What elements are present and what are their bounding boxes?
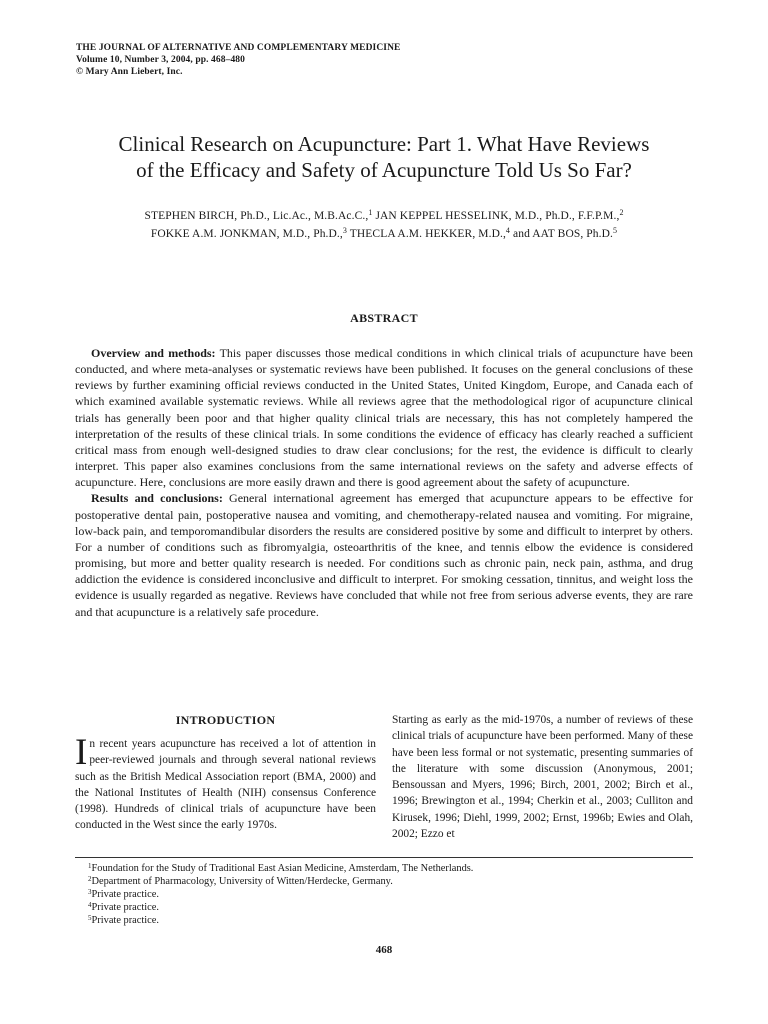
journal-name: THE JOURNAL OF ALTERNATIVE AND COMPLEMENTARY MEDICINE: [76, 43, 401, 53]
footnote: [88, 888, 688, 901]
journal-header: [76, 42, 636, 78]
footnote-mark: 1: [88, 862, 92, 870]
author-affiliation-mark: 1: [368, 208, 373, 217]
footnote-text: Foundation for the Study of Traditional East Asian Medicine, Amsterdam, The Netherlands.: [91, 863, 474, 874]
footnote: [88, 914, 688, 927]
abstract-body: [75, 345, 693, 620]
footnotes: [88, 862, 688, 927]
author-affiliation-mark: 3: [342, 226, 347, 235]
introduction-paragraph: [75, 732, 376, 834]
footnote: [88, 901, 688, 914]
abstract-overview-label: Overview and methods:: [91, 346, 216, 360]
author-name: STEPHEN BIRCH, Ph.D., Lic.Ac., M.B.Ac.C.,: [144, 210, 369, 222]
drop-cap: I: [75, 732, 88, 773]
introduction-heading: INTRODUCTION: [175, 713, 276, 727]
footnote-text: Private practice.: [91, 889, 160, 900]
page-number: 468: [375, 944, 393, 956]
author-name: FOKKE A.M. JONKMAN, M.D., Ph.D.,: [150, 228, 343, 240]
abstract-results-paragraph: [75, 490, 693, 619]
author-name: THECLA A.M. HEKKER, M.D.,: [349, 228, 506, 240]
paper-title-line-1: Clinical Research on Acupuncture: Part 1. What Have Reviews: [118, 132, 650, 156]
author-line-2: [60, 225, 708, 243]
paper-title-line-2: of the Efficacy and Safety of Acupuncture Told Us So Far?: [136, 158, 632, 182]
abstract-results-label: Results and conclusions:: [91, 491, 223, 506]
author-affiliation-mark: 2: [619, 208, 624, 217]
author-list: [60, 207, 708, 243]
abstract-heading: ABSTRACT: [350, 311, 418, 325]
footnote-mark: 2: [88, 875, 92, 883]
footnote: [88, 862, 688, 875]
left-column: [75, 710, 376, 832]
abstract-overview-text: This paper discusses those medical conditions in which clinical trials of acupuncture have been conducted, and where meta-analyses or systematic reviews have been published. It focuses on the general conclusions of these reviews by further examining official reviews conducted in the United States, United Kingdom, Europe, and Canada each of which examined available systematic reviews. While all reviews agree that the methodological rigor of acupuncture clinical trials has generally been poor and that higher quality clinical trials are necessary, this has not completely hampered the interpretation of the results of these clinical trials. In some conditions the evidence of efficacy has clearly reached a sufficient critical mass from enough well-designed studies to draw clear conclusions; for the rest, the evidence is difficult to clearly interpret. This paper also examines conclusions from the same international reviews on the safety and adverse effects of acupuncture. Here, conclusions are more easily drawn and there is good agreement about the safety of acupuncture.: [75, 346, 693, 490]
footnote: [88, 875, 688, 888]
journal-volume: Volume 10, Number 3, 2004, pp. 468–480: [76, 55, 246, 65]
journal-copyright: © Mary Ann Liebert, Inc.: [76, 67, 183, 77]
introduction-text-left: n recent years acupuncture has received a lot of attention in peer-reviewed journals and through several national reviews such as the British Medical Association report (BMA, 2000) and the National Institutes of Health (NIH) consensus Conference (1998). Hundreds of clinical trials of acupuncture have been conducted in the West since the early 1970s.: [75, 738, 376, 832]
introduction-text-right: Starting as early as the mid-1970s, a number of reviews of these clinical trials of acupuncture have been performed. Many of these have been less formal or not systematic, presenting summaries of the literature with some discussion (Anonymous, 2001; Bensoussan and Myers, 1996; Birch, 2001, 2002; Birch et al., 1996; Brewington et al., 1994; Cherkin et al., 2003; Culliton and Kirusek, 1996; Diehl, 1999, 2002; Ernst, 1996b; Ewies and Olah, 2002; Ezzo et: [392, 714, 693, 840]
footnote-text: Department of Pharmacology, University of Witten/Herdecke, Germany.: [91, 876, 393, 887]
footnote-divider: [75, 857, 693, 858]
footnote-text: Private practice.: [91, 915, 160, 926]
author-name: and AAT BOS, Ph.D.: [513, 228, 614, 240]
footnote-mark: 5: [88, 914, 92, 922]
footnote-text: Private practice.: [91, 902, 160, 913]
abstract-results-text: General international agreement has emerged that acupuncture appears to be effective for postoperative dental pain, postoperative nausea and vomiting, and chemotherapy-related nausea and vomiting. For migraine, low-back pain, and temporomandibular disorders the results are considered positive by some and difficult to interpret by others. For a number of conditions such as fibromyalgia, osteoarthritis of the knee, and tennis elbow the evidence is considered promising, but more and better quality research is needed. For conditions such as chronic pain, neck pain, asthma, and drug addiction the evidence is considered inconclusive and difficult to interpret. For smoking cessation, tinnitus, and weight loss the evidence is usually regarded as negative. Reviews have concluded that while not free from serious adverse events, they are rare and that acupuncture is a relatively safe procedure.: [75, 491, 693, 619]
abstract-overview-paragraph: [75, 345, 693, 490]
author-line-1: [60, 207, 708, 225]
author-name: JAN KEPPEL HESSELINK, M.D., Ph.D., F.F.P.M.,: [375, 210, 620, 222]
author-affiliation-mark: 4: [505, 226, 511, 235]
author-affiliation-mark: 5: [613, 226, 618, 235]
paper-title: [60, 131, 708, 183]
footnote-mark: 4: [88, 901, 92, 909]
footnote-mark: 3: [88, 888, 92, 896]
